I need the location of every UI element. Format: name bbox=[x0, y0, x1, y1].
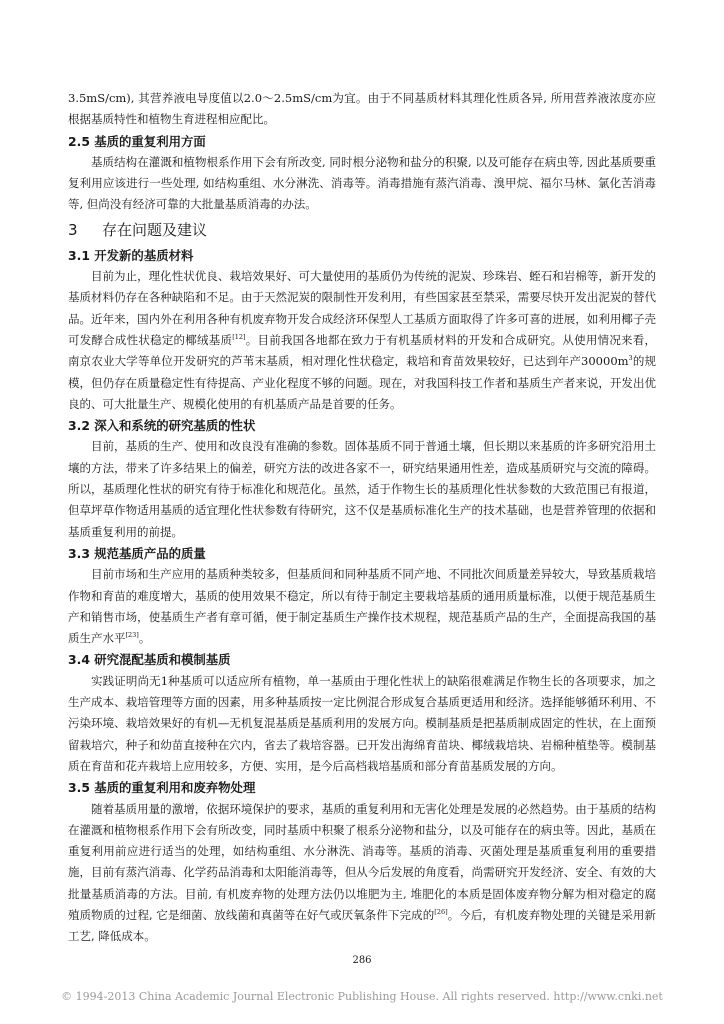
paragraph-2-5: 基质结构在灌溉和植物根系作用下会有所改变, 同时根分泌物和盐分的积聚, 以及可能存在病虫等, 因此基质要重复利用应该进行一些处理, 如结构重组、水分淋洗、消毒等。消毒措施有蒸汽消毒、溴甲烷、福尔马林、氯化苦消毒等, 但尚没有经济可靠的大批量基质消毒的办法。 bbox=[68, 154, 656, 212]
paragraph-text: 的规模，但仍存在质量稳定性有待提高、产业化程度不够的问题。现在，对我国科技工作者和基质生产者来说，开发出优良的、可大批量生产、规模化使用的有机基质产品是首要的任务。 bbox=[68, 354, 657, 411]
chapter-heading-3 bbox=[68, 218, 656, 242]
section-heading-2-5: 2.5 基质的重复利用方面 bbox=[68, 133, 206, 149]
paragraph-3-2: 目前，基质的生产、使用和改良没有准确的参数。固体基质不同于普通土壤，但长期以来基质的许多研究沿用土壤的方法，带来了许多结果上的偏差，研究方法的改进各家不一，研究结果通用性差，造成基质研究与交流的障碍。所以，基质理化性状的研究有待于标准化和规范化。虽然，适于作物生长的基质理化性状参数的大致范围已有报道，但草坪草作物适用基质的适宜理化性状参数有待研究，这不仅是基质标准化生产的技术基础，也是营养管理的依据和基质重复利用的前提。 bbox=[68, 439, 656, 539]
superscript: 3 bbox=[628, 354, 633, 363]
paragraph-text: 目前为止，理化性状优良、栽培效果好、可大量使用的基质仍为传统的泥炭、珍珠岩、蛭石和岩棉等，新开发的基质材料仍存在各种缺陷和不足。由于天然泥炭的限制性开发利用，有些国家甚至禁采，需要尽快开发出泥炭的替代品。近年来，国内外在利用各种有机废弃物开发合成经济环保型人工基质方面取得了许多可喜的进展，如利用椰子壳可发酵合成性状稳定的椰绒基质 bbox=[68, 269, 656, 347]
chapter-number: 3 bbox=[68, 220, 78, 239]
paragraph-3-5 bbox=[68, 799, 656, 948]
section-heading-3-5: 3.5 基质的重复利用和废弃物处理 bbox=[68, 780, 256, 796]
chapter-title: 存在问题及建议 bbox=[102, 220, 208, 239]
section-heading-3-4: 3.4 研究混配基质和模制基质 bbox=[68, 652, 231, 668]
paragraph-text: 。目前我国各地都在致力于有机基质材料的开发和合成研究。从使用情况来看，南京农业大学等单位开发研究的芦苇末基质，相对理化性状稳定，栽培和育苗效果较好，已达到年产30000m bbox=[68, 332, 656, 369]
paragraph-3-3 bbox=[68, 564, 656, 649]
page-number: 286 bbox=[352, 955, 372, 966]
section-heading-3-3: 3.3 规范基质产品的质量 bbox=[68, 545, 206, 561]
paragraph-text: 目前市场和生产应用的基质种类较多，但基质间和同种基质不同产地、不同批次间质量差异较大，导致基质栽培作物和育苗的难度增大，基质的使用效果不稳定，所以有待于制定主要栽培基质的通用质量标准，以便于规范基质生产和销售市场，使基质生产者有章可循，便于制定基质生产操作技术规程，规范基质产品的生产，全面提高我国的基质生产水平 bbox=[68, 567, 656, 646]
paragraph-continued: 3.5mS/cm), 其营养液电导度值以2.0～2.5mS/cm为宜。由于不同基质材料其理化性质各异, 所用营养液浓度亦应根据基质特性和植物生育进程相应配比。 bbox=[68, 91, 656, 127]
paragraph-text: 随着基质用量的激增，依据环境保护的要求，基质的重复利用和无害化处理是发展的必然趋势。由于基质的结构在灌溉和植物根系作用下会有所改变，同时基质中积聚了根系分泌物和盐分，以及可能存在的病虫等。因此，基质在重复利用前应进行适当的处理，如结构重组、水分淋洗、消毒等。基质的消毒、灭菌处理是基质重复利用的重要措施，目前有蒸汽消毒、化学药品消毒和太阳能消毒等，但从今后发展的角度看，尚需研究开发经济、安全、有效的大批量基质消毒的方法。目前, 有机废弃物的处理方法仍以堆肥为主, 堆肥化的本质是固体废弃物分解为相对稳定的腐殖质物质的过程, 它是细菌、放线菌和真菌等在好气或厌氧条件下完成的 bbox=[68, 801, 656, 922]
paragraph-text: 。今后，有机废弃物处理的关键是采用新工艺, 降低成本。 bbox=[68, 907, 657, 944]
copyright-footer: © 1994-2013 China Academic Journal Electronic Publishing House. All rights reserved. http://www.cnki.net bbox=[61, 990, 663, 1003]
citation-ref: [23] bbox=[125, 631, 139, 640]
paragraph-3-4: 实践证明尚无1种基质可以适应所有植物，单一基质由于理化性状上的缺陷很难满足作物生长的各项要求，加之生产成本、栽培管理等方面的因素，用多种基质按一定比例混合形成复合基质更适用和经济。选择能够循环利用、不污染环境、栽培效果好的有机—无机复混基质是基质利用的发展方向。模制基质是把基质制成固定的性状，在上面预留栽培穴，种子和幼苗直接种在穴内，省去了栽培容器。已开发出海绵育苗块、椰绒栽培块、岩棉种植垫等。模制基质在育苗和花卉栽培上应用较多，方便、实用，是今后高档栽培基质和部分育苗基质发展的方向。 bbox=[68, 673, 656, 773]
section-heading-3-1: 3.1 开发新的基质材料 bbox=[68, 247, 194, 263]
citation-ref: [26] bbox=[434, 908, 448, 917]
citation-ref: [12] bbox=[232, 333, 246, 342]
paragraph-text: 。 bbox=[138, 631, 151, 646]
section-heading-3-2: 3.2 深入和系统的研究基质的性状 bbox=[68, 418, 256, 434]
article-body bbox=[68, 88, 656, 948]
paragraph-3-1 bbox=[68, 266, 656, 415]
